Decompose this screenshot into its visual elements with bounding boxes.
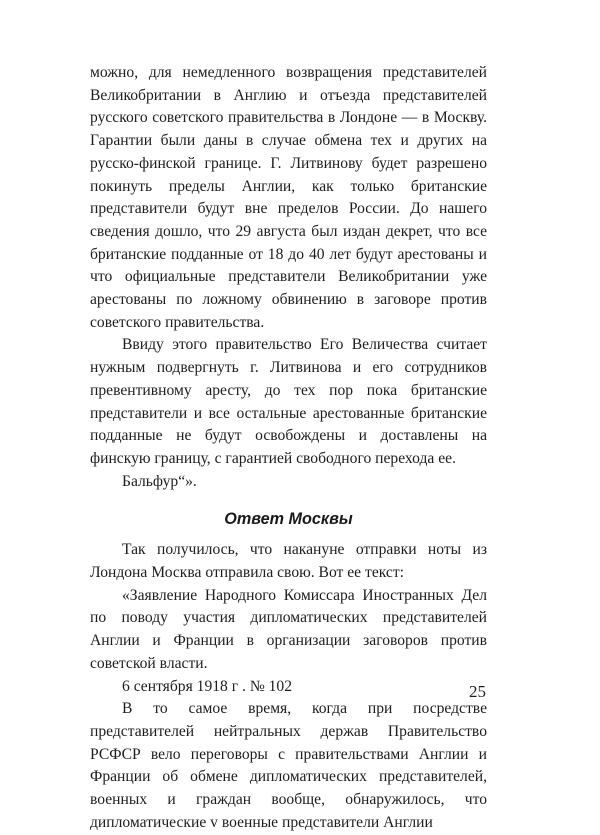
paragraph-statement-body: В то самое время, когда при посредстве представителей нейтральных держав Правительство РСФСР вело переговоры с правительствами Англии и Франции об обмене дипломатических представителей, военных и граждан вообще, обнаружилось, что дипломатические v военные представители Англии bbox=[90, 700, 487, 831]
paragraph-continuation: можно, для немедленного возвращения представителей Великобритании в Англию и отъезда представителей русского советского правительства в Лондоне — в Москву. Гарантии были даны в случае обмена тех и других на русско-финской границе. Г. Литвинову будет разрешено покинуть пределы Англии, как только британские представители будут вне пределов России. До нашего сведения дошло, что 29 августа был издан декрет, что все британские подданные от 18 до 40 лет будут арестованы и что официальные представители Великобритании уже арестованы по ложному обвинению в заговоре против советского правительства. bbox=[90, 64, 487, 331]
paragraph-intro: Так получилось, что накануне отправки ноты из Лондона Москва отправила свою. Вот ее текст: bbox=[90, 541, 487, 582]
section-heading: Ответ Москвы bbox=[224, 510, 353, 529]
paragraph-signature: Бальфур“». bbox=[122, 472, 197, 490]
page-number: 25 bbox=[469, 682, 486, 701]
paragraph-preventive-arrest: Ввиду этого правительство Его Величества считает нужным подвергнуть г. Литвинова и его сотрудников превентивному аресту, до тех пор пока британские представители и все остальные арестованные британские подданные не будут освобождены и доставлены на финскую границу, с гарантией свободного перехода ее. bbox=[90, 336, 487, 467]
page-text bbox=[90, 62, 487, 835]
paragraph-statement-title: «Заявление Народного Комиссара Иностранных Дел по поводу участия дипломатических представителей Англии и Франции в организации заговоров против советской власти. bbox=[90, 586, 487, 672]
paragraph-date: 6 сентября 1918 г . № 102 bbox=[122, 677, 293, 695]
